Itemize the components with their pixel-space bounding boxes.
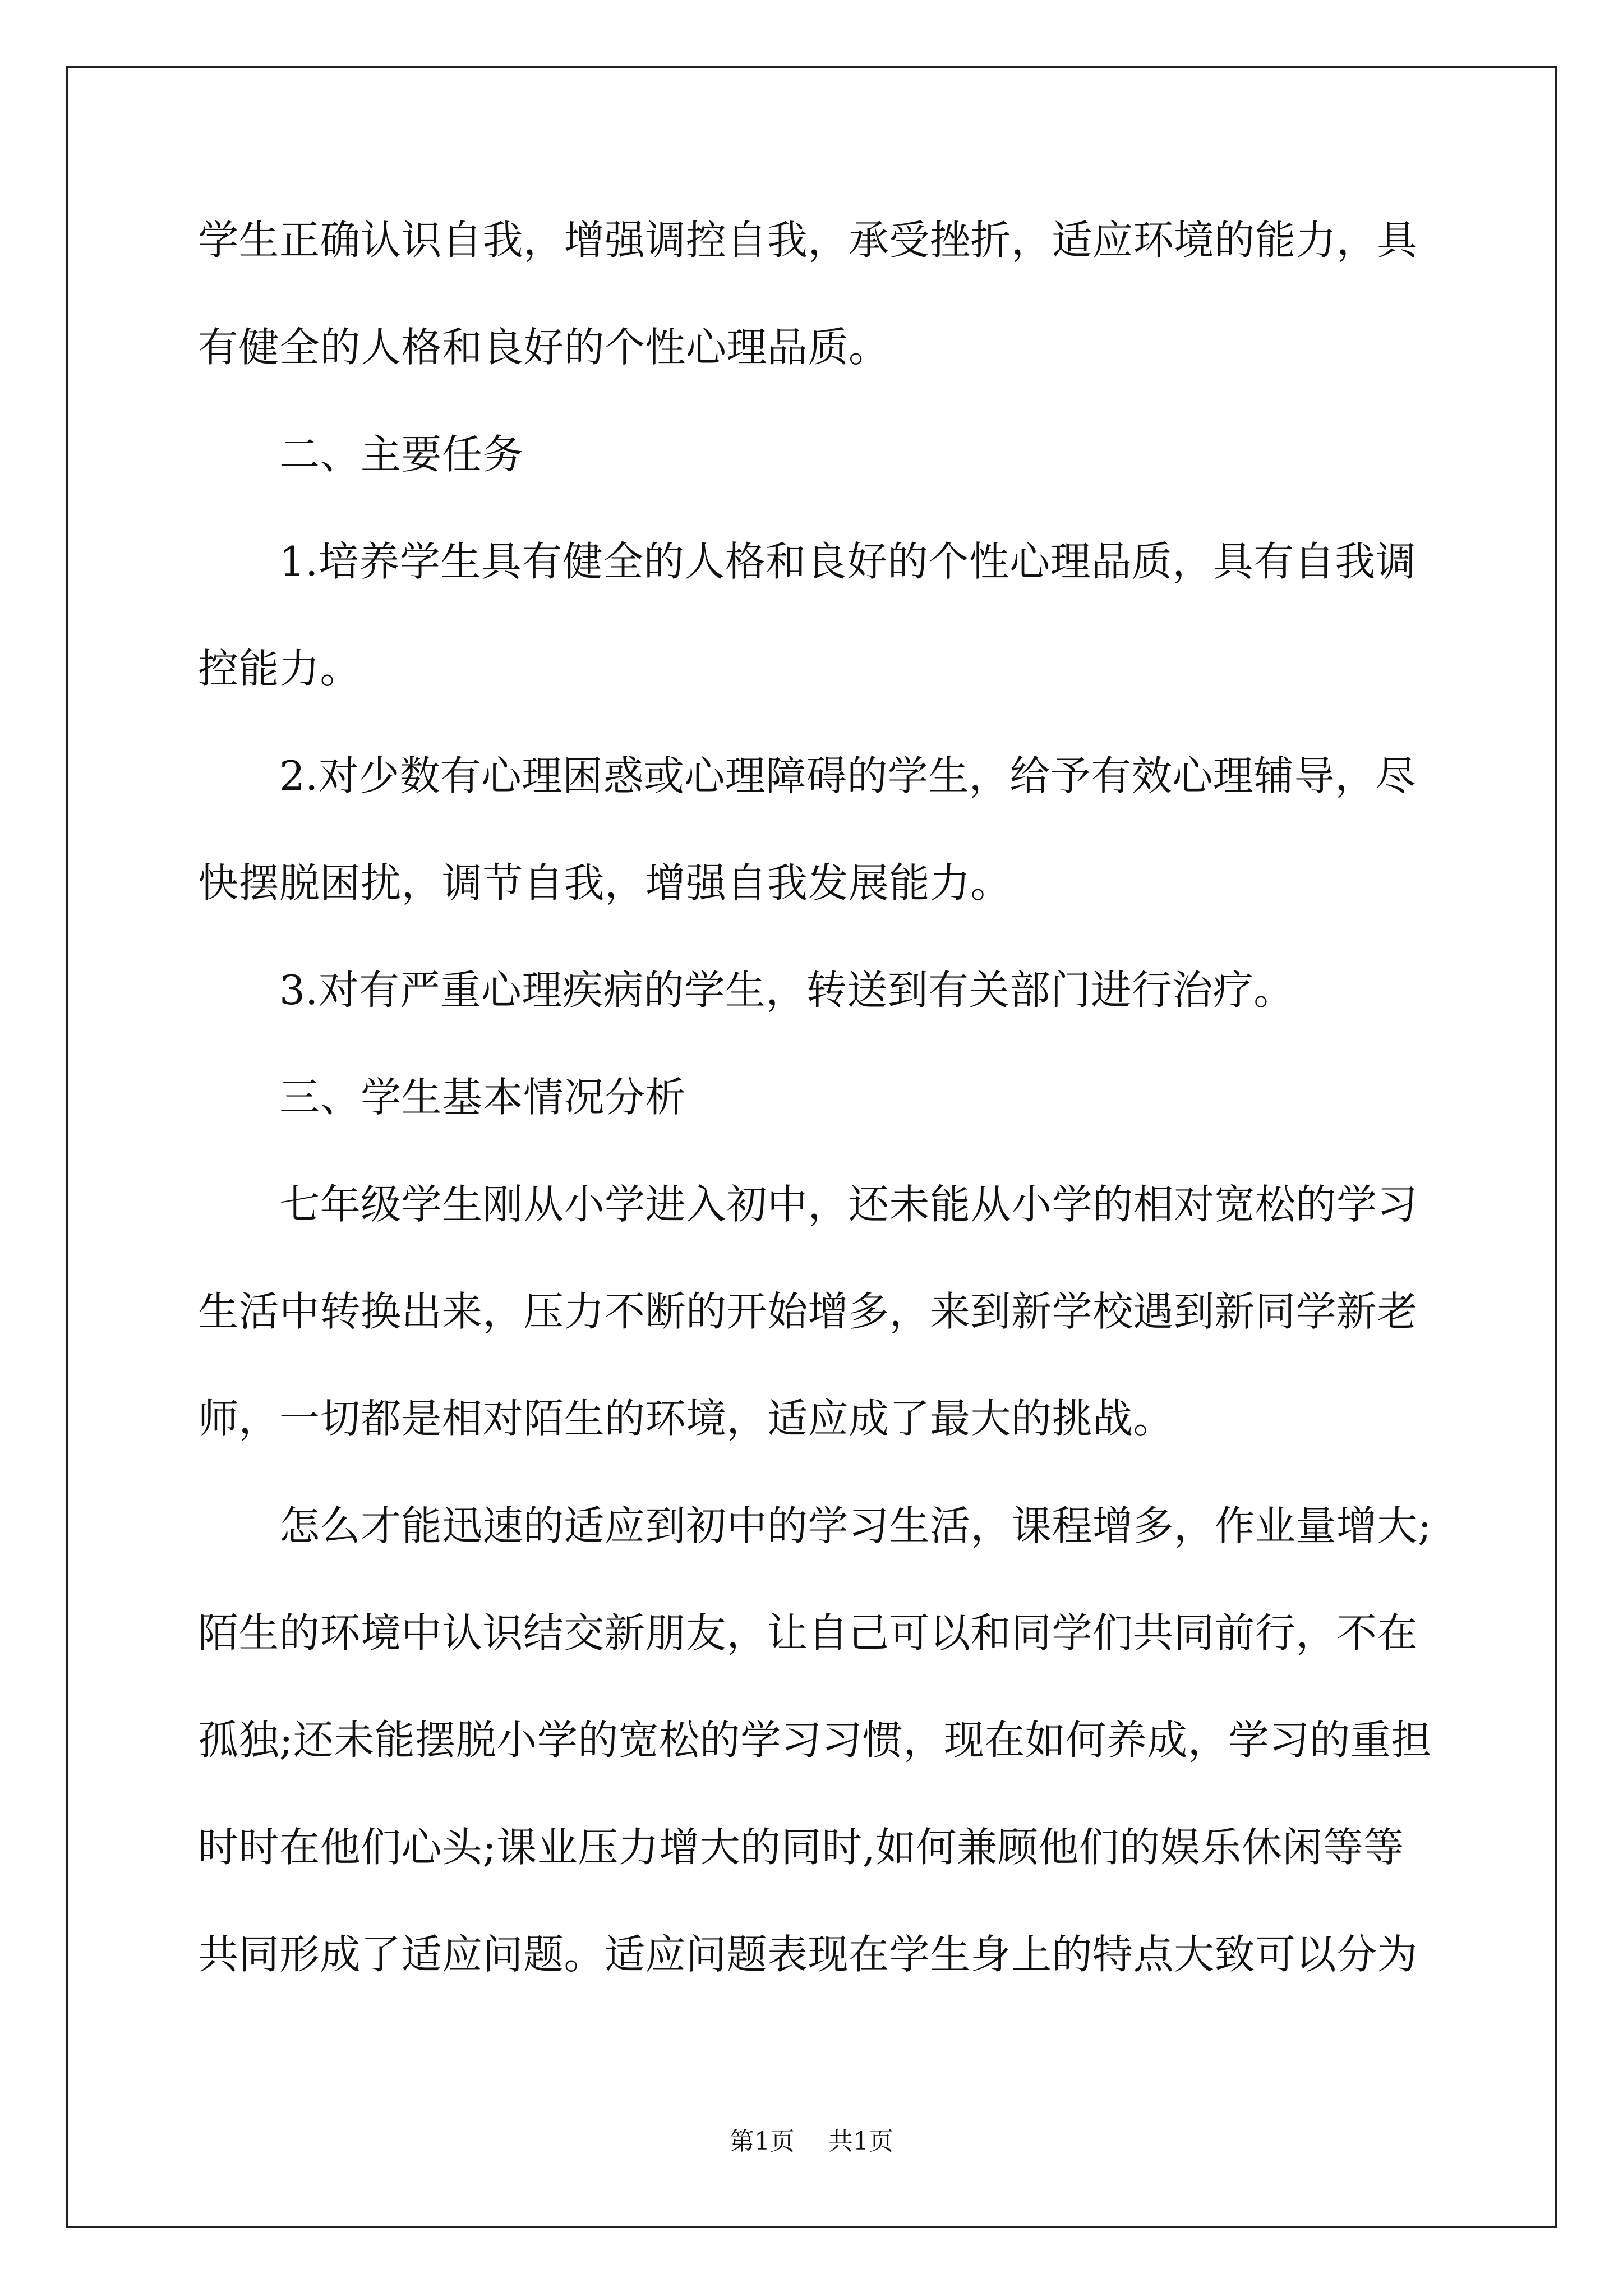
section-heading: 二、主要任务 — [279, 431, 524, 478]
text-line: 时时在他们心头;课业压力增大的同时,如何兼顾他们的娱乐休闲等等 — [198, 1824, 1404, 1871]
text-line: 3.对有严重心理疾病的学生，转送到有关部门进行治疗。 — [279, 967, 1294, 1014]
current-page-number: 第1页 — [730, 2127, 795, 2156]
text-line: 七年级学生刚从小学进入初中，还未能从小学的相对宽松的学习 — [279, 1181, 1418, 1228]
document-body — [198, 213, 1432, 2035]
text-line: 共同形成了适应问题。适应问题表现在学生身上的特点大致可以分为 — [198, 1931, 1418, 1978]
page-footer — [0, 2126, 1623, 2157]
text-line: 1.培养学生具有健全的人格和良好的个性心理品质，具有自我调 — [279, 538, 1417, 585]
section-heading: 三、学生基本情况分析 — [279, 1074, 686, 1121]
text-line: 控能力。 — [198, 645, 361, 692]
total-page-count: 共1页 — [828, 2127, 893, 2156]
text-line: 学生正确认识自我，增强调控自我，承受挫折，适应环境的能力，具 — [198, 217, 1418, 264]
text-line: 陌生的环境中认识结交新朋友，让自己可以和同学们共同前行，不在 — [198, 1609, 1418, 1657]
text-line: 快摆脱困扰，调节自我，增强自我发展能力。 — [198, 859, 1012, 907]
text-line: 有健全的人格和良好的个性心理品质。 — [198, 324, 889, 371]
text-line: 怎么才能迅速的适应到初中的学习生活，课程增多，作业量增大; — [279, 1502, 1432, 1549]
text-line: 孤独;还未能摆脱小学的宽松的学习习惯，现在如何养成，学习的重担 — [198, 1717, 1432, 1764]
text-line: 生活中转换出来，压力不断的开始增多，来到新学校遇到新同学新老 — [198, 1288, 1418, 1335]
text-line: 2.对少数有心理困惑或心理障碍的学生，给予有效心理辅导，尽 — [279, 752, 1417, 799]
text-line: 师，一切都是相对陌生的环境，适应成了最大的挑战。 — [198, 1395, 1174, 1442]
